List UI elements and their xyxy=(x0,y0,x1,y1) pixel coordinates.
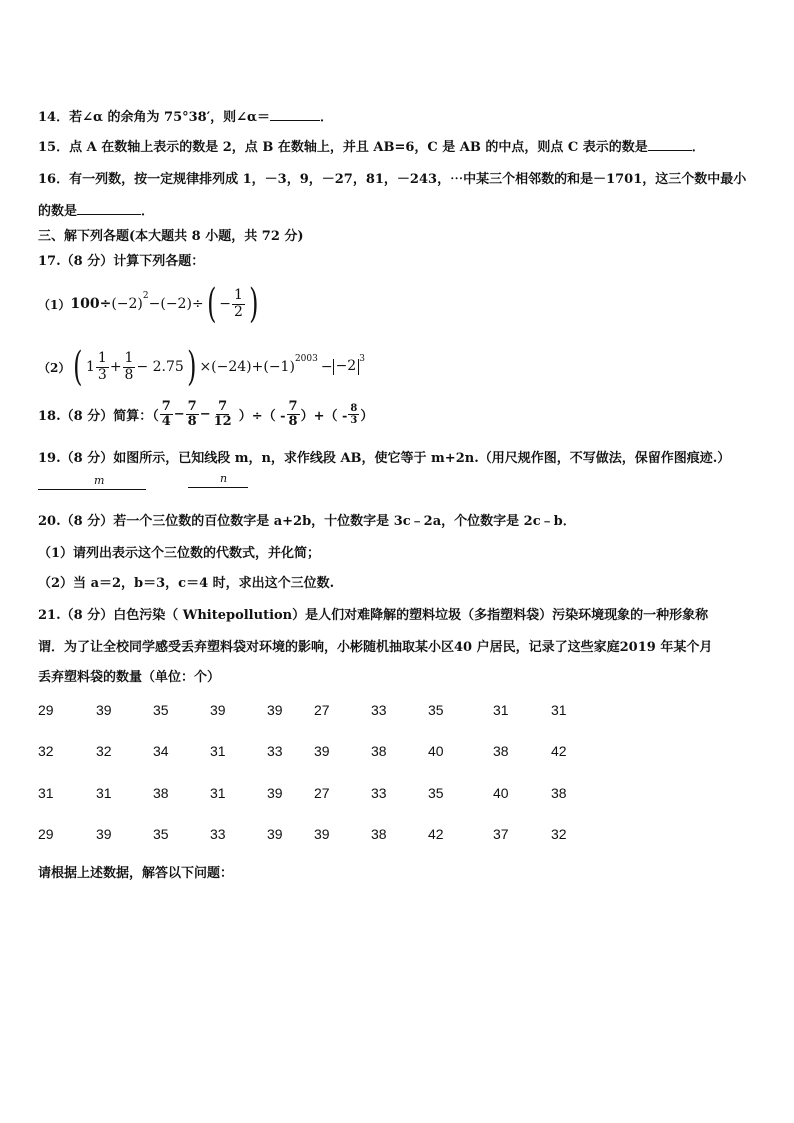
question-16-line2: 的数是 ． xyxy=(38,204,155,219)
table-cell: 31 xyxy=(96,785,112,801)
table-cell: 38 xyxy=(551,785,567,801)
fraction: $\frac{7}{8}$ xyxy=(187,399,197,430)
table-cell: 39 xyxy=(96,826,112,842)
table-cell: 38 xyxy=(153,785,169,801)
table-cell: 31 xyxy=(210,743,226,759)
table-cell: 31 xyxy=(493,702,509,718)
question-21-footer: 请根据上述数据，解答以下问题： xyxy=(38,866,234,881)
table-cell: 38 xyxy=(493,743,509,759)
table-cell: 39 xyxy=(314,826,330,842)
table-cell: 33 xyxy=(371,785,387,801)
question-19: 19.（8 分）如图所示，已知线段 m，n，求作线段 AB，使它等于 m+2n.（用尺规作图，不写做法，保留作图痕迹.） xyxy=(38,451,731,466)
table-cell: 40 xyxy=(493,785,509,801)
question-14: 14．若∠α 的余角为 75°38′，则∠α＝ ． xyxy=(38,110,334,125)
table-cell: 42 xyxy=(428,826,444,842)
table-cell: 39 xyxy=(267,826,283,842)
q17-part2-expression: （2） ( 1 $\frac{1}{3}$ + $\frac{1}{8}$ − 2.75 ) ×(−24)+(−1) $^{2003}$ − −2 $^3$ xyxy=(38,344,365,390)
table-cell: 39 xyxy=(314,743,330,759)
table-cell: 27 xyxy=(314,785,330,801)
table-cell: 34 xyxy=(153,743,169,759)
table-cell: 31 xyxy=(551,702,567,718)
table-cell: 39 xyxy=(267,702,283,718)
fraction: $\frac{7}{8}$ xyxy=(288,399,298,430)
table-cell: 32 xyxy=(38,743,54,759)
question-18: 18.（8 分）简算：（ $\frac{7}{4}$ − $\frac{7}{8}$ − $\frac{7}{12}$ ）÷（ - $\frac{7}{8}$ ）+（ - $\frac{8}{3}$ ） xyxy=(38,399,374,430)
question-16-line1: 16．有一列数，按一定规律排列成 1，－3，9，－27，81，－243，⋯中某三个相邻数的和是－1701，这三个数中最小 xyxy=(38,172,747,187)
table-cell: 33 xyxy=(210,826,226,842)
table-cell: 35 xyxy=(428,785,444,801)
table-cell: 39 xyxy=(210,702,226,718)
table-cell: 33 xyxy=(267,743,283,759)
table-cell: 35 xyxy=(153,826,169,842)
table-cell: 40 xyxy=(428,743,444,759)
table-cell: 31 xyxy=(210,785,226,801)
table-cell: 37 xyxy=(493,826,509,842)
table-cell: 27 xyxy=(314,702,330,718)
fraction: $\frac{1}{3}$ xyxy=(97,350,107,383)
question-21-line2: 谓．为了让全校同学感受丢弃塑料袋对环境的影响，小彬随机抽取某小区40 户居民，记录了这些家庭2019 年某个月 xyxy=(38,640,713,655)
segment-m xyxy=(38,489,146,490)
table-cell: 38 xyxy=(371,743,387,759)
question-20-part1: （1）请列出表示这个三位数的代数式，并化简； xyxy=(38,546,321,561)
segment-m-label: m xyxy=(94,474,105,487)
table-cell: 42 xyxy=(551,743,567,759)
question-21-line1: 21.（8 分）白色污染（ Whitepollution）是人们对难降解的塑料垃圾（多指塑料袋）污染环境现象的一种形象称 xyxy=(38,608,709,623)
table-cell: 35 xyxy=(428,702,444,718)
question-15: 15．点 A 在数轴上表示的数是 2，点 B 在数轴上，并且 AB=6，C 是 AB 的中点，则点 C 表示的数是 ． xyxy=(38,140,705,155)
fraction: $\frac{7}{12}$ xyxy=(213,399,232,430)
table-cell: 32 xyxy=(96,743,112,759)
fraction: $\frac{1}{2}$ xyxy=(234,287,243,320)
table-cell: 39 xyxy=(96,702,112,718)
q17-part1-expression: （1） 100÷ (−2) $^2$ −(−2)÷ ( − $\frac{1}{2}$ ) xyxy=(38,281,259,327)
answer-blank xyxy=(648,138,692,151)
question-17-title: 17.（8 分）计算下列各题： xyxy=(38,254,205,269)
table-cell: 35 xyxy=(153,702,169,718)
segment-n-label: n xyxy=(220,472,228,485)
table-cell: 39 xyxy=(267,785,283,801)
answer-blank xyxy=(270,108,320,121)
fraction: $\frac{8}{3}$ xyxy=(350,403,358,427)
section-heading: 三、解下列各题(本大题共 8 小题，共 72 分) xyxy=(38,229,304,244)
fraction: $\frac{1}{8}$ xyxy=(124,350,134,383)
fraction: $\frac{7}{4}$ xyxy=(161,399,171,430)
question-20-part2: （2）当 a＝2，b＝3，c＝4 时，求出这个三位数. xyxy=(38,576,335,591)
table-cell: 32 xyxy=(551,826,567,842)
table-cell: 29 xyxy=(38,702,54,718)
question-21-line3: 丢弃塑料袋的数量（单位：个） xyxy=(38,670,221,685)
segment-n xyxy=(188,487,248,488)
table-cell: 31 xyxy=(38,785,54,801)
table-cell: 33 xyxy=(371,702,387,718)
table-cell: 29 xyxy=(38,826,54,842)
answer-blank xyxy=(77,202,141,215)
table-cell: 38 xyxy=(371,826,387,842)
question-20-title: 20.（8 分）若一个三位数的百位数字是 a+2b，十位数字是 3c﹣2a，个位数字是 2c﹣b． xyxy=(38,514,576,529)
